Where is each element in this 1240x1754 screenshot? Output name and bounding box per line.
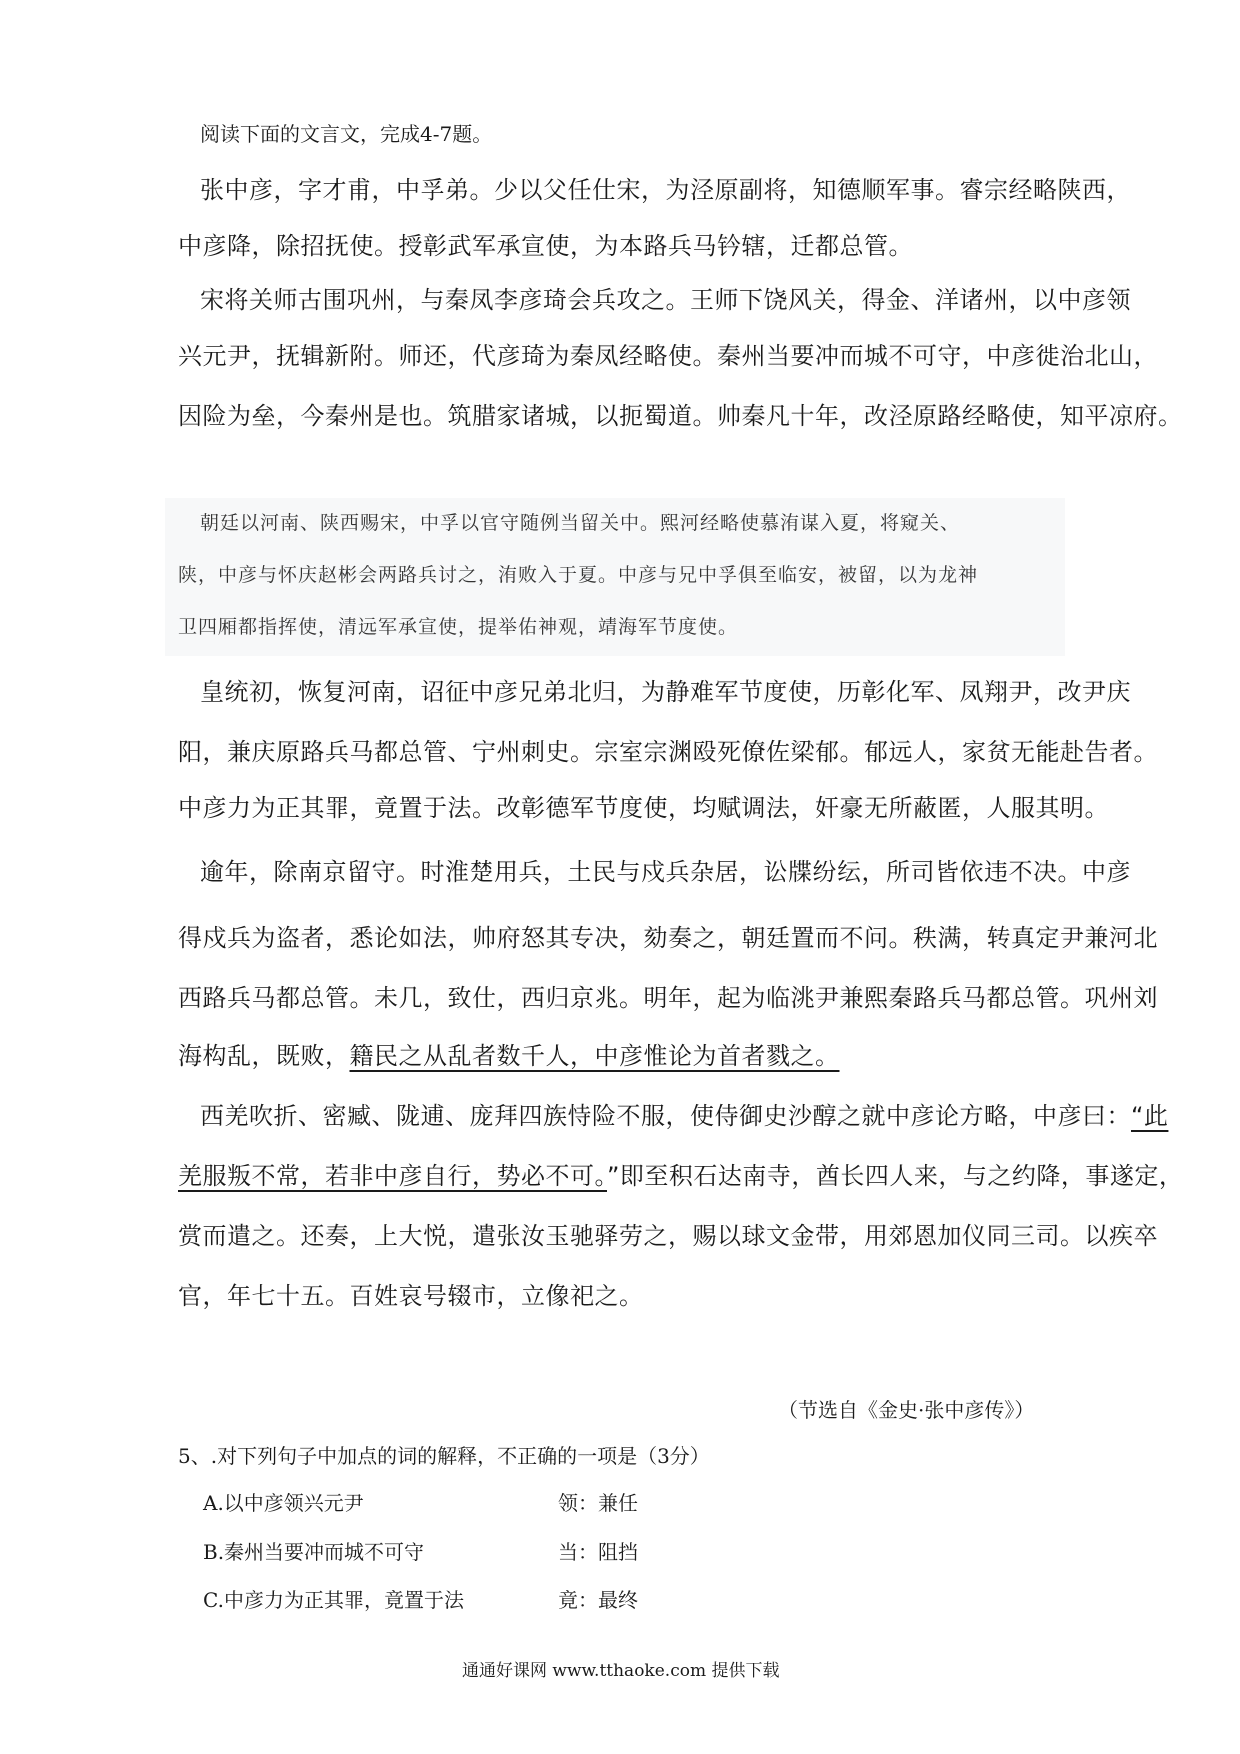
passage-line: 得戍兵为盗者，悉论如法，帅府怒其专决，劾奏之，朝廷置而不问。秩满，转真定尹兼河北 (178, 924, 1158, 952)
passage-line: 皇统初，恢复河南，诏征中彦兄弟北归，为静难军节度使，历彰化军、凤翔尹，改尹庆 (200, 678, 1131, 706)
passage-line: 逾年，除南京留守。时淮楚用兵，土民与戍兵杂居，讼牒纷纭，所司皆依违不决。中彦 (200, 858, 1131, 886)
scanned-line: 陕，中彦与怀庆赵彬会两路兵讨之，洧败入于夏。中彦与兄中孚俱至临安，被留，以为龙神 (178, 564, 979, 586)
option-c-gloss: 竟：最终 (558, 1588, 638, 1612)
passage-line (178, 1036, 840, 1071)
passage-text: ”即至积石达南寺，酋长四人来，与之约降，事遂定， (607, 1162, 1184, 1190)
underlined-sentence: 羌服叛不常，若非中彦自行，势必不可。 (178, 1162, 607, 1190)
underlined-sentence: 籍民之从乱者数千人，中彦惟论为首者戮之。 (349, 1042, 840, 1070)
passage-line: 兴元尹，抚辑新附。师还，代彦琦为秦凤经略使。秦州当要冲而城不可守，中彦徙治北山， (178, 342, 1158, 370)
underlined-quote-start: “此 (1131, 1102, 1169, 1130)
scanned-line: 朝廷以河南、陕西赐宋，中孚以官守随例当留关中。熙河经略使慕洧谋入夏，将窥关、 (200, 512, 961, 534)
passage-line: 宋将关师古围巩州，与秦凤李彦琦会兵攻之。王师下饶风关，得金、洋诸州，以中彦领 (200, 286, 1131, 314)
page-footer: 通通好课网 www.tthaoke.com 提供下载 (462, 1661, 780, 1681)
passage-line: 赏而遣之。还奏，上大悦，遣张汝玉驰驿劳之，赐以球文金带，用郊恩加仪同三司。以疾卒 (178, 1222, 1158, 1250)
passage-line (200, 1096, 1168, 1131)
passage-line: 阳，兼庆原路兵马都总管、宁州刺史。宗室宗渊殴死僚佐梁郁。郁远人，家贫无能赴告者。 (178, 738, 1158, 766)
passage-line: 中彦降，除招抚使。授彰武军承宣使，为本路兵马钤辖，迁都总管。 (178, 232, 913, 260)
option-a-sentence: A.以中彦领兴元尹 (203, 1491, 364, 1515)
passage-line: 中彦力为正其罪，竟置于法。改彰德军节度使，均赋调法，奸豪无所蔽匿，人服其明。 (178, 794, 1109, 822)
scanned-line: 卫四厢都指挥使，清远军承宣使，提举佑神观，靖海军节度使。 (178, 616, 739, 638)
passage-line: 官，年七十五。百姓哀号辍市，立像祀之。 (178, 1282, 644, 1310)
passage-line: 西路兵马都总管。未几，致仕，西归京兆。明年，起为临洮尹兼熙秦路兵马都总管。巩州刘 (178, 984, 1158, 1012)
option-a-gloss: 领：兼任 (558, 1491, 638, 1515)
passage-line: 张中彦，字才甫，中孚弟。少以父任仕宋，为泾原副将，知德顺军事。睿宗经略陕西， (200, 176, 1131, 204)
question-stem: 5、.对下列句子中加点的词的解释，不正确的一项是（3分） (178, 1444, 710, 1468)
intro-line: 阅读下面的文言文，完成4-7题。 (200, 122, 493, 146)
passage-text: 海构乱，既败， (178, 1042, 350, 1070)
option-b-sentence: B.秦州当要冲而城不可守 (203, 1540, 425, 1564)
source-citation: （节选自《金史·张中彦传》） (778, 1398, 1035, 1422)
option-c-sentence: C.中彦力为正其罪，竟置于法 (203, 1588, 464, 1612)
passage-text: 西羌吹折、密臧、陇逋、庞拜四族恃险不服，使侍御史沙醇之就中彦论方略，中彦曰： (200, 1102, 1131, 1130)
option-b-gloss: 当：阻挡 (558, 1540, 638, 1564)
passage-line (178, 1156, 1183, 1191)
passage-line: 因险为垒，今秦州是也。筑腊家诸城，以扼蜀道。帅秦凡十年，改泾原路经略使，知平凉府。 (178, 402, 1183, 430)
